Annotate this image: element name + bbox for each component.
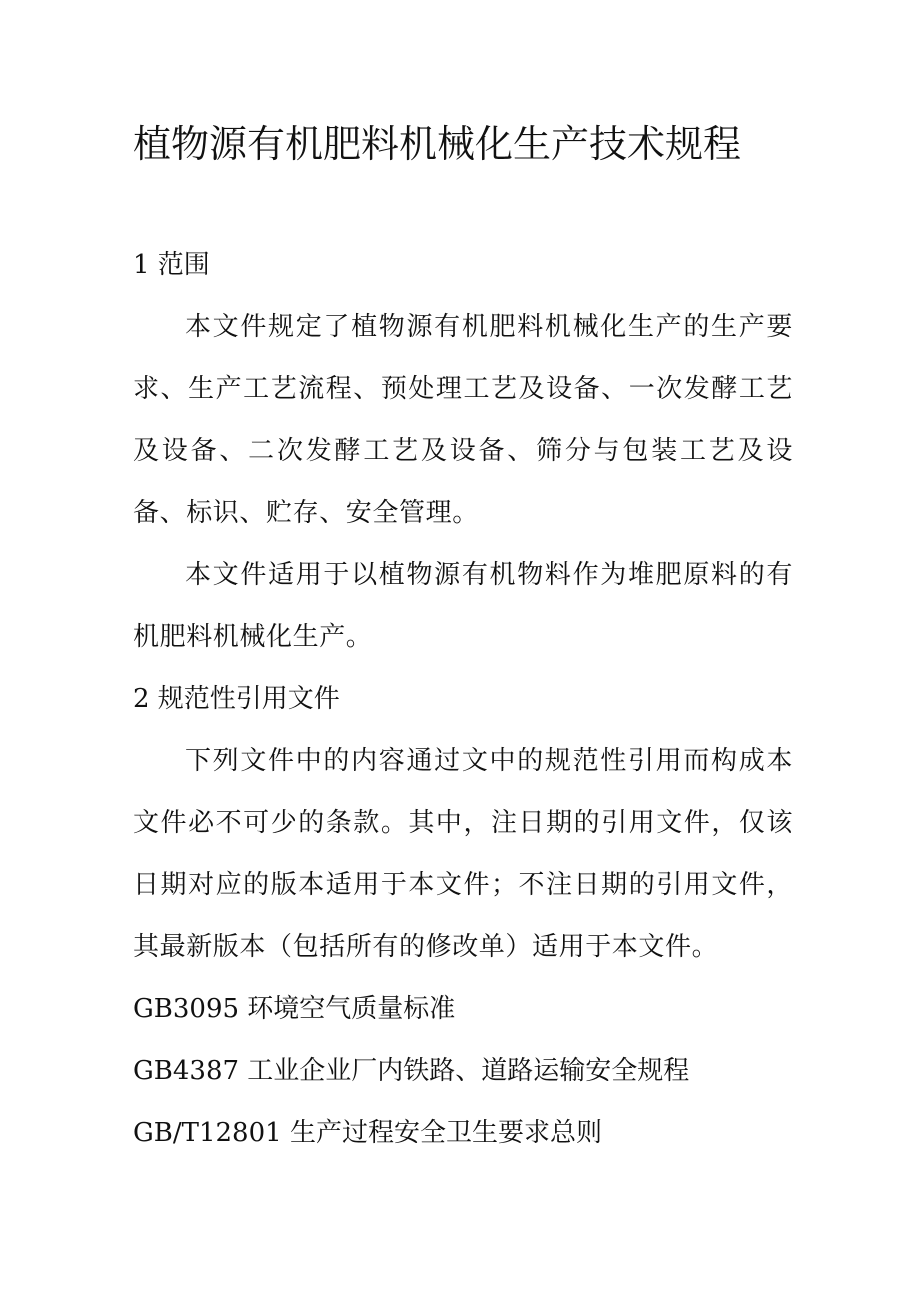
reference-item: GB3095 环境空气质量标准: [133, 994, 456, 1024]
reference-item: GB4387 工业企业厂内铁路、道路运输安全规程: [133, 1056, 690, 1086]
section-1-paragraph-scope: 本文件规定了植物源有机肥料机械化生产的生产要求、生产工艺流程、预处理工艺及设备、一次发酵工艺及设备、二次发酵工艺及设备、筛分与包装工艺及设备、标识、贮存、安全管理。: [133, 312, 793, 528]
section-2-heading: 2 规范性引用文件: [133, 684, 340, 714]
reference-item: GB/T12801 生产过程安全卫生要求总则: [133, 1118, 602, 1148]
section-1-heading: 1 范围: [133, 250, 210, 280]
document-body: [133, 234, 793, 1164]
section-2-paragraph: 下列文件中的内容通过文中的规范性引用而构成本文件必不可少的条款。其中，注日期的引用文件，仅该日期对应的版本适用于本文件；不注日期的引用文件，其最新版本（包括所有的修改单）适用于本文件。: [133, 746, 793, 962]
document-title: 植物源有机肥料机械化生产技术规程: [133, 122, 742, 166]
section-1-paragraph-applicability: 本文件适用于以植物源有机物料作为堆肥原料的有机肥料机械化生产。: [133, 560, 793, 652]
